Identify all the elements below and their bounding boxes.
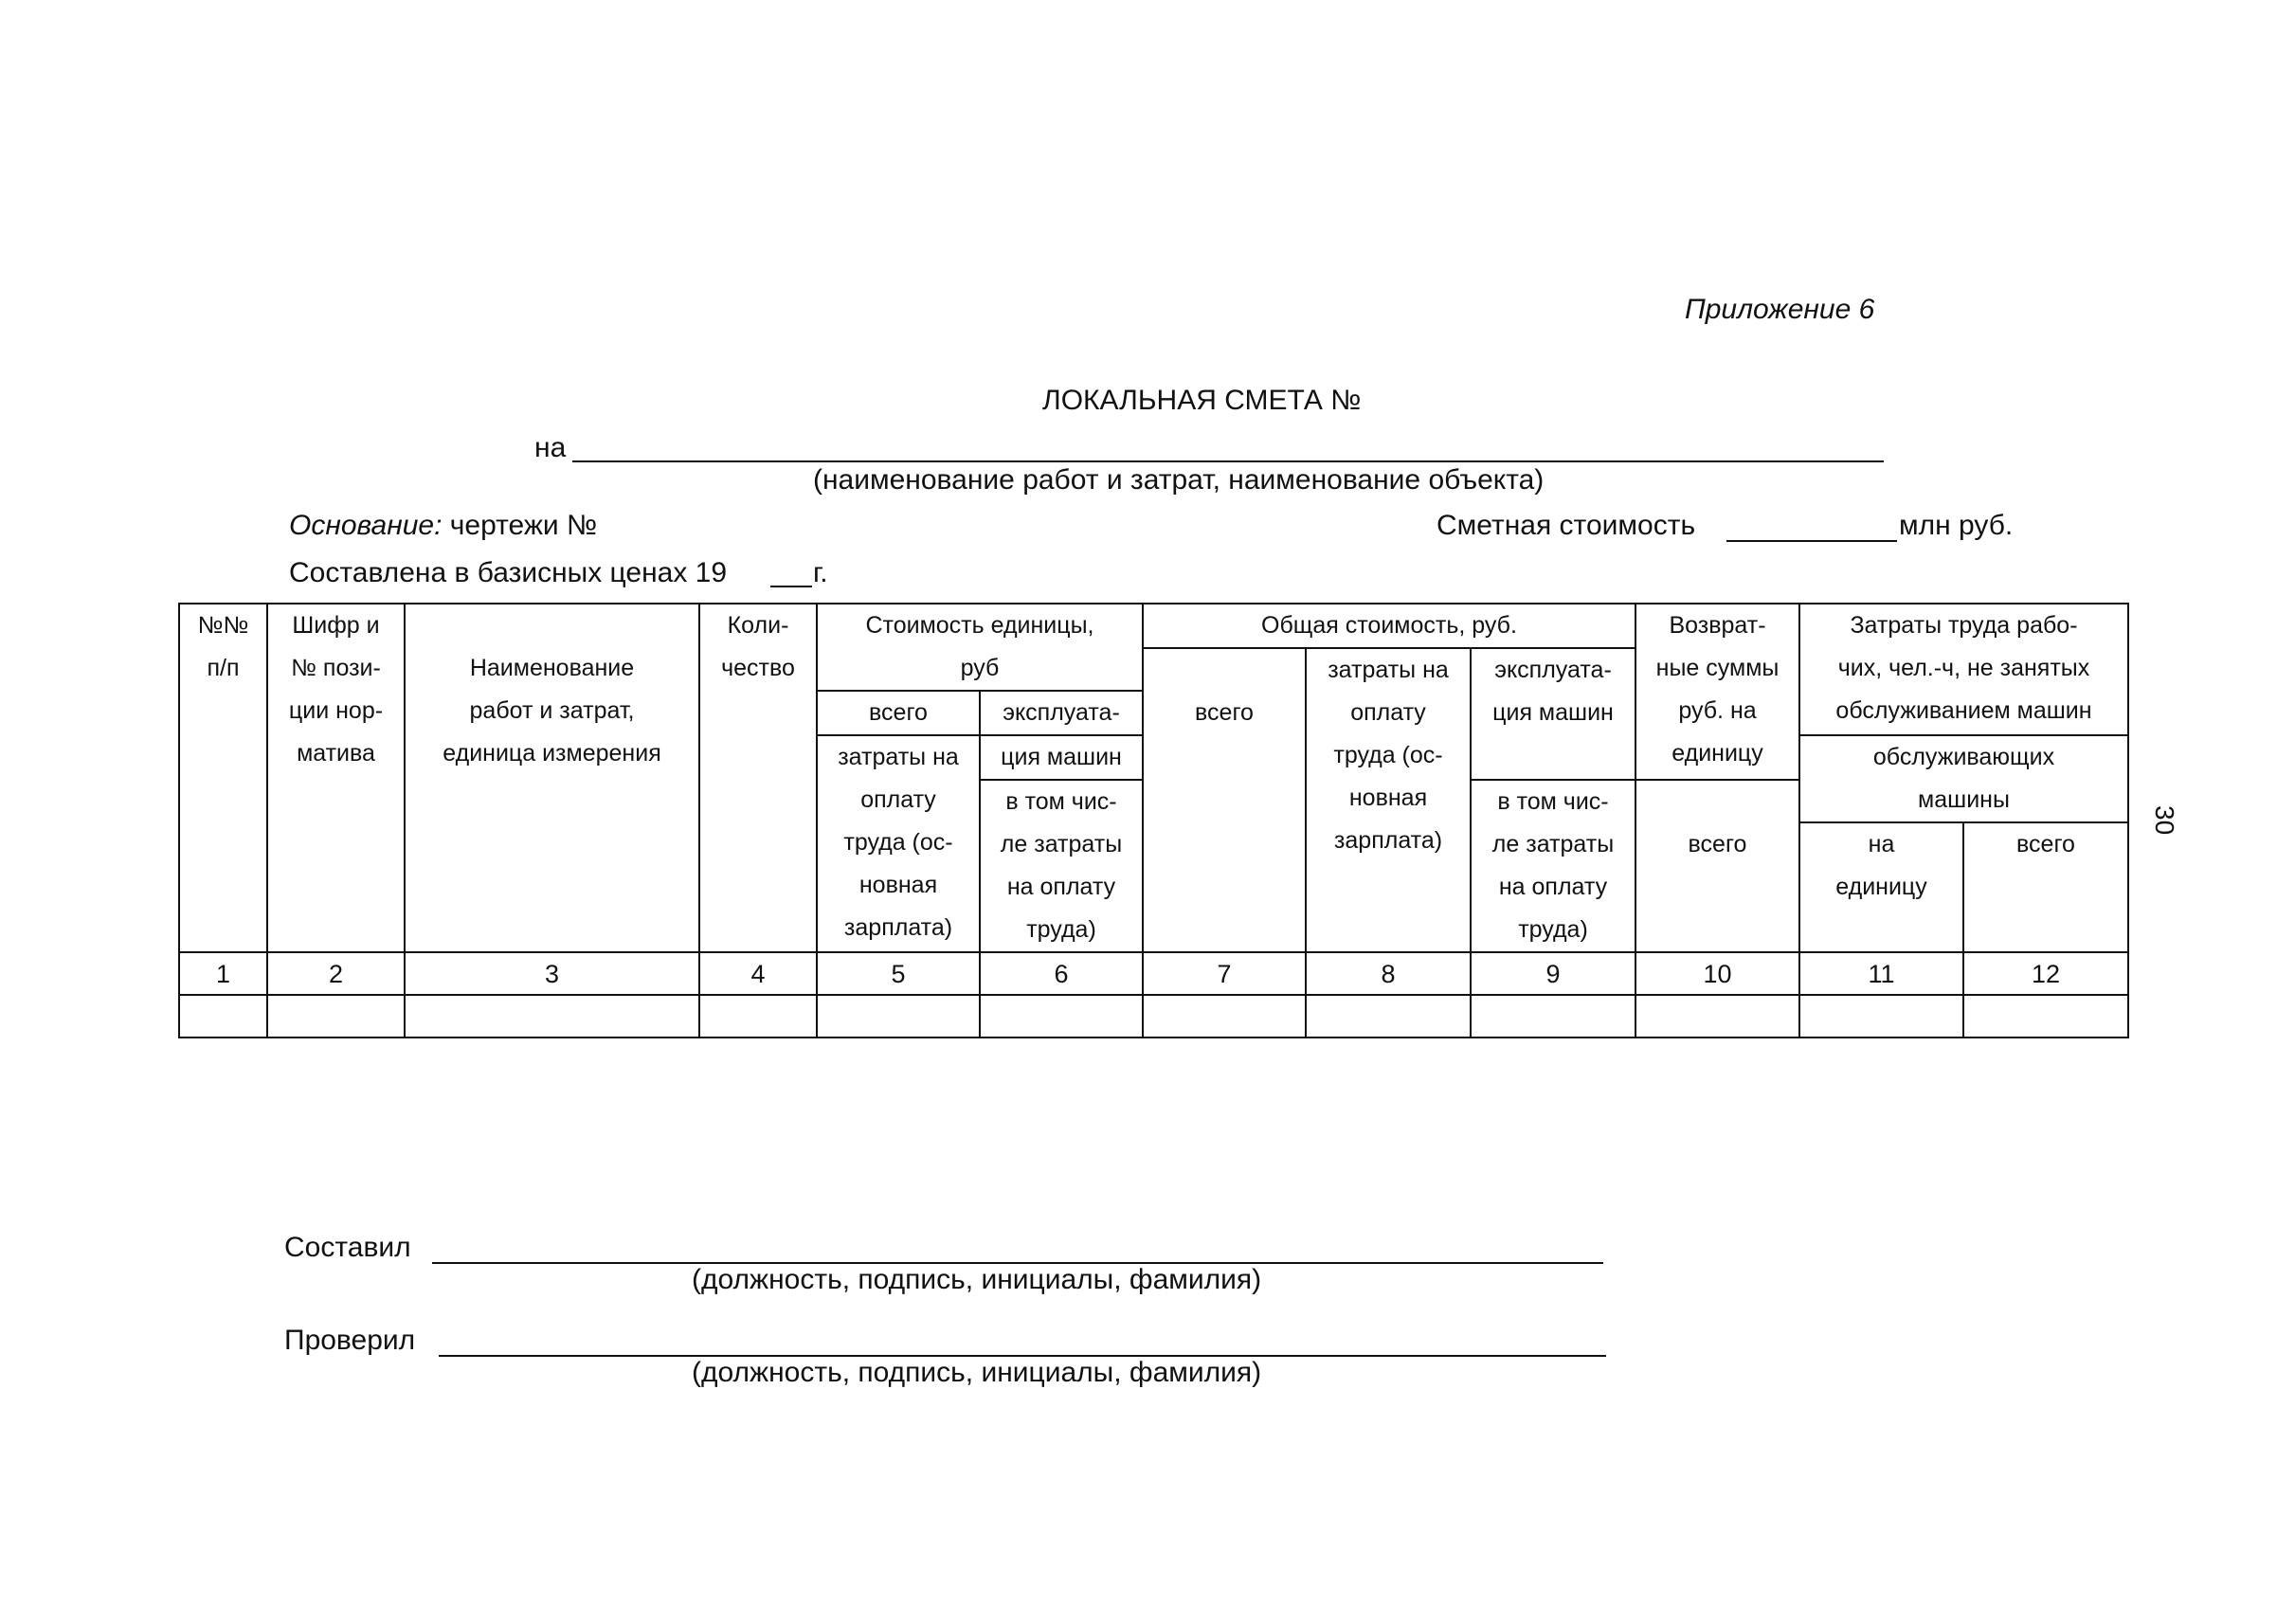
data-cell[interactable] [980,995,1143,1038]
column-number: 2 [267,952,405,995]
page-number: 30 [2150,805,2179,836]
estimated-cost-unit: млн руб. [1899,510,2014,541]
column-number: 10 [1635,952,1799,995]
on-caption: (наименование работ и затрат, наименование объекта) [813,464,1545,496]
column-number: 8 [1306,952,1471,995]
header-return-all: всего [1635,780,1799,952]
header-labor-costs: Затраты труда рабо- чих, чел.-ч, не занятых обслуживанием машин [1799,604,2128,735]
compiled-by-label: Составил [284,1232,411,1263]
column-number: 12 [1963,952,2128,995]
base-prices-suffix: г. [813,557,828,588]
data-cell[interactable] [179,995,267,1038]
data-cell[interactable] [1471,995,1635,1038]
header-total-wage: затраты на оплату труда (ос- новная зарплата) [1306,648,1471,952]
header-row-number: №№ п/п [179,604,267,952]
data-cell[interactable] [699,995,817,1038]
estimated-cost-field[interactable] [1726,540,1897,542]
column-numbers-row [179,952,2128,995]
data-cell[interactable] [267,995,405,1038]
header-return-sums: Возврат- ные суммы руб. на единицу [1635,604,1799,780]
checked-by-caption: (должность, подпись, инициалы, фамилия) [692,1357,1262,1388]
header-unit-total: всего [817,691,980,735]
header-unit-machine-wage: в том чис- ле затраты на оплату труда) [980,780,1143,952]
compiled-by-caption: (должность, подпись, инициалы, фамилия) [692,1264,1262,1295]
data-cell[interactable] [1963,995,2128,1038]
header-unit-machines: эксплуата- [980,691,1143,735]
header-total-machines: эксплуата- ция машин [1471,648,1635,780]
header-total-machine-wage: в том чис- ле затраты на оплату труда) [1471,780,1635,952]
header-total-cost: Общая стоимость, руб. [1143,604,1635,648]
on-label: на [534,432,567,463]
table-row[interactable] [179,995,2128,1038]
data-cell[interactable] [1143,995,1306,1038]
column-number: 9 [1471,952,1635,995]
data-cell[interactable] [1635,995,1799,1038]
header-labor-all: всего [1963,822,2128,952]
header-unit-machines-cont: ция машин [980,735,1143,780]
header-total-all: всего [1143,648,1306,952]
estimate-table [178,603,2129,1038]
column-number: 11 [1799,952,1963,995]
basis-drawings: чертежи № [442,510,598,541]
column-number: 7 [1143,952,1306,995]
data-cell[interactable] [817,995,980,1038]
header-quantity: Коли- чество [699,604,817,952]
column-number: 5 [817,952,980,995]
header-labor-unit: на единицу [1799,822,1963,952]
header-labor-service: обслуживающих машины [1799,735,2128,822]
basis-label: Основание: [289,510,443,541]
data-cell[interactable] [1799,995,1963,1038]
checked-by-label: Проверил [284,1325,416,1356]
base-prices-prefix: Составлена в базисных ценах 19 [289,557,728,588]
estimated-cost-label: Сметная стоимость [1437,510,1696,541]
data-cell[interactable] [1306,995,1471,1038]
appendix-label: Приложение 6 [1685,294,1875,325]
document-title: ЛОКАЛЬНАЯ СМЕТА № [1042,385,1362,416]
column-number: 6 [980,952,1143,995]
header-unit-wage: затраты на оплату труда (ос- новная зарплата) [817,735,980,952]
header-norm-code: Шифр и № пози- ции нор- матива [267,604,405,952]
on-underline[interactable] [572,460,1884,462]
basis-line [289,510,597,542]
header-unit-cost: Стоимость единицы, руб [817,604,1143,691]
data-cell[interactable] [405,995,699,1038]
column-number: 3 [405,952,699,995]
header-work-name: Наименование работ и затрат, единица измерения [405,604,699,952]
column-number: 4 [699,952,817,995]
base-prices-year-field[interactable] [770,586,812,587]
column-number: 1 [179,952,267,995]
